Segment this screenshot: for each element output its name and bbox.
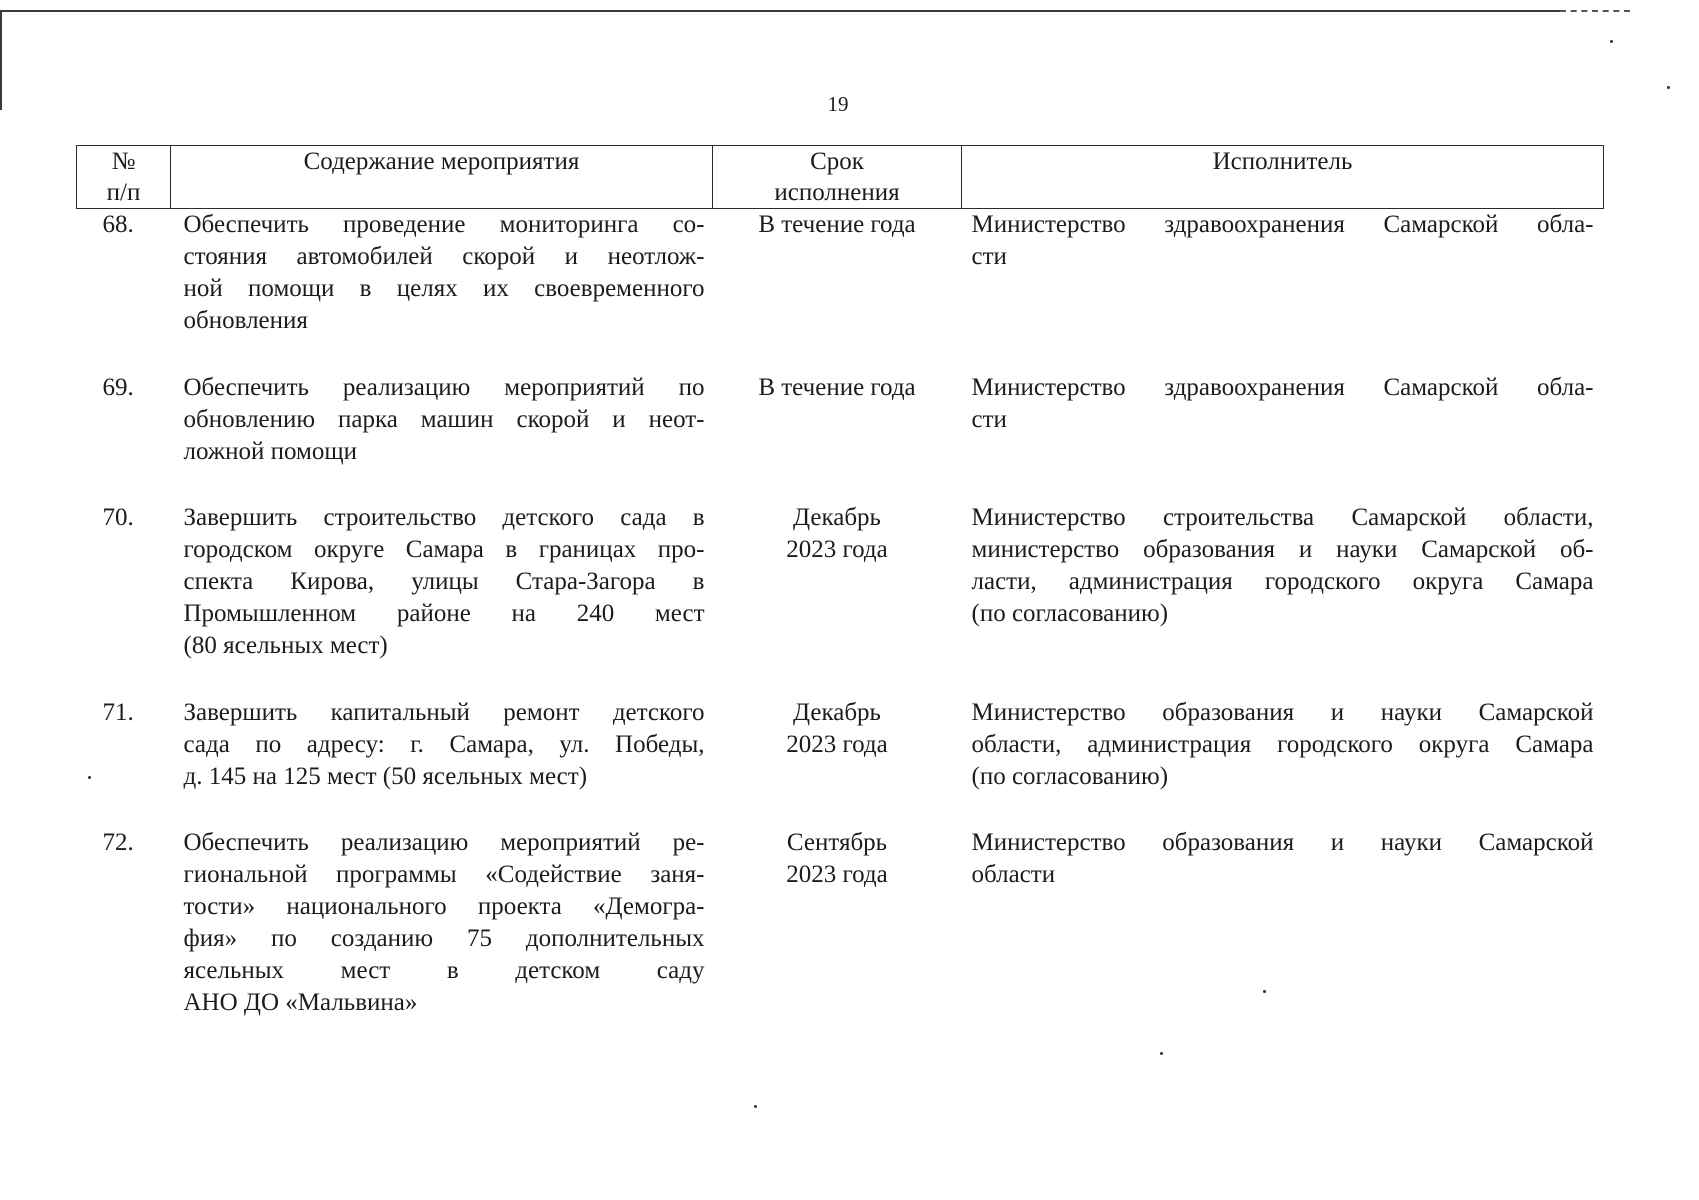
row-content-line: тости» национального проекта «Демогра- <box>183 893 705 920</box>
row-content-line: ложной помощи <box>183 438 357 465</box>
row-executor-line: Министерство здравоохранения Самарской обла- <box>971 374 1594 401</box>
row-deadline <box>713 209 962 373</box>
row-executor <box>962 697 1604 827</box>
row-deadline-line: Сентябрь <box>786 829 888 856</box>
row-deadline <box>713 372 962 502</box>
row-deadline-line: В течение года <box>758 211 916 238</box>
header-deadline-line: Срок <box>810 148 864 175</box>
row-executor-line: Министерство образования и науки Самарской <box>971 699 1594 726</box>
row-executor <box>962 372 1604 502</box>
row-content <box>171 372 713 502</box>
row-executor-line: сти <box>971 406 1007 433</box>
row-executor <box>962 827 1604 1027</box>
row-content-line: гиональной программы «Содействие заня- <box>183 861 705 888</box>
row-deadline <box>713 697 962 827</box>
row-content-line: Обеспечить проведение мониторинга со- <box>183 211 705 238</box>
table-header <box>77 146 1604 209</box>
row-deadline-line: 2023 года <box>786 731 888 758</box>
scan-speck <box>754 1105 757 1108</box>
row-deadline-line: Декабрь <box>793 699 881 726</box>
scan-speck <box>1610 40 1613 43</box>
row-deadline-line: В течение года <box>758 374 916 401</box>
row-executor <box>962 502 1604 697</box>
header-number <box>77 146 171 209</box>
scan-speck <box>1667 86 1670 89</box>
row-executor-line: области, администрация городского округа Самара <box>971 731 1594 758</box>
row-content-line: Промышленном районе на 240 мест <box>183 600 705 627</box>
row-content-line: сада по адресу: г. Самара, ул. Победы, <box>183 731 705 758</box>
row-executor-line: Министерство строительства Самарской области, <box>971 504 1594 531</box>
scan-border-top-dashed <box>1560 10 1630 12</box>
row-number: 69. <box>102 374 134 401</box>
row-content-line: ной помощи в целях их своевременного <box>183 275 705 302</box>
row-deadline-line: 2023 года <box>786 861 888 888</box>
header-content: Содержание мероприятия <box>171 146 713 209</box>
row-content-line: обновления <box>183 307 308 334</box>
header-number-line: п/п <box>106 179 141 206</box>
table-row <box>77 372 1604 502</box>
scan-speck <box>1160 1052 1163 1055</box>
row-deadline-line: 2023 года <box>786 536 888 563</box>
row-number: 68. <box>102 211 134 238</box>
row-content-line: Обеспечить реализацию мероприятий ре- <box>183 829 705 856</box>
row-content-line: стояния автомобилей скорой и неотлож- <box>183 243 705 270</box>
page-number: 19 <box>827 92 849 116</box>
row-content-line: ясельных мест в детском саду <box>183 957 705 984</box>
row-content-line: Завершить строительство детского сада в <box>183 504 705 531</box>
row-executor-line: Министерство образования и науки Самарской <box>971 829 1594 856</box>
row-content <box>171 697 713 827</box>
row-number: 70. <box>102 504 134 531</box>
row-content-line: обновлению парка машин скорой и неот- <box>183 406 705 433</box>
table-body <box>77 209 1604 1028</box>
row-content <box>171 502 713 697</box>
header-row <box>77 146 1604 209</box>
row-content-line: городском округе Самара в границах про- <box>183 536 705 563</box>
table-row <box>77 827 1604 1027</box>
table-row <box>77 209 1604 373</box>
row-content-line: АНО ДО «Мальвина» <box>183 989 418 1016</box>
row-executor-line: (по согласованию) <box>971 600 1169 627</box>
header-deadline-line: исполнения <box>774 179 900 206</box>
header-deadline <box>713 146 962 209</box>
row-content-line: спекта Кирова, улицы Стара-Загора в <box>183 568 705 595</box>
row-executor <box>962 209 1604 373</box>
row-content-line: д. 145 на 125 мест (50 ясельных мест) <box>183 763 588 790</box>
row-executor-line: Министерство здравоохранения Самарской обла- <box>971 211 1594 238</box>
scan-border-top <box>0 10 1560 12</box>
row-content <box>171 209 713 373</box>
row-content <box>171 827 713 1027</box>
table-row <box>77 697 1604 827</box>
table-row <box>77 502 1604 697</box>
row-executor-line: министерство образования и науки Самарской об- <box>971 536 1594 563</box>
header-executor: Исполнитель <box>962 146 1604 209</box>
row-content-line: фия» по созданию 75 дополнительных <box>183 925 705 952</box>
row-deadline <box>713 827 962 1027</box>
header-number-line: № <box>111 148 136 175</box>
row-deadline-line: Декабрь <box>793 504 881 531</box>
row-deadline <box>713 502 962 697</box>
row-executor-line: (по согласованию) <box>971 763 1169 790</box>
row-number: 71. <box>102 699 134 726</box>
measures-table <box>76 145 1604 1027</box>
row-content-line: Завершить капитальный ремонт детского <box>183 699 705 726</box>
row-number: 72. <box>102 829 134 856</box>
row-executor-line: сти <box>971 243 1007 270</box>
row-executor-line: области <box>971 861 1056 888</box>
row-executor-line: ласти, администрация городского округа Самара <box>971 568 1594 595</box>
row-content-line: (80 ясельных мест) <box>183 632 388 659</box>
row-content-line: Обеспечить реализацию мероприятий по <box>183 374 705 401</box>
